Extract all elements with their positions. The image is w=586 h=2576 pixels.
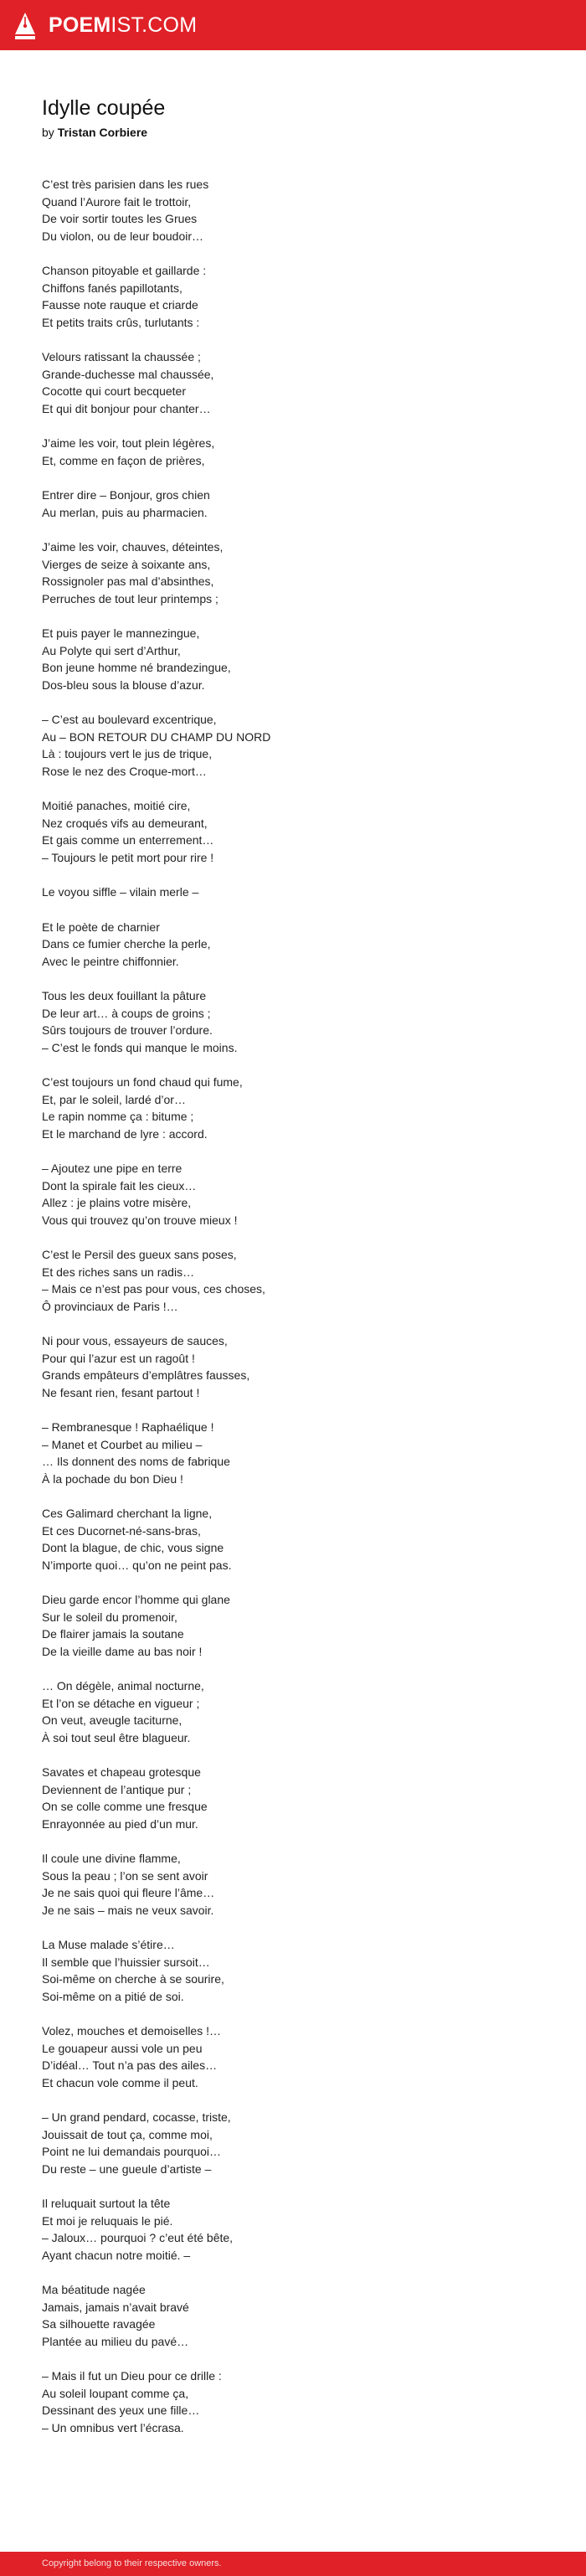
poem-stanza (42, 262, 544, 331)
poem-line: Entrer dire – Bonjour, gros chien (42, 488, 210, 502)
poem-line: La Muse malade s’étire… (42, 1938, 175, 1951)
poem-line: Vous qui trouvez qu’on trouve mieux ! (42, 1213, 238, 1227)
poem-line: – Rembranesque ! Raphaélique ! (42, 1420, 214, 1434)
poem-line: Ne fesant rien, fesant partout ! (42, 1385, 200, 1399)
poem-line: Cocotte qui court becqueter (42, 384, 186, 398)
poem-line: Quand l’Aurore fait le trottoir, (42, 194, 192, 209)
poem-line: Sa silhouette ravagée (42, 2317, 156, 2331)
poem-line: C’est toujours un fond chaud qui fume, (42, 1075, 243, 1089)
poem-line: Ni pour vous, essayeurs de sauces, (42, 1334, 228, 1347)
poem-line: Ô provinciaux de Paris !… (42, 1299, 178, 1313)
poem-line: Au Polyte qui sert d’Arthur, (42, 643, 181, 657)
poem-stanza (42, 987, 544, 1056)
poem-line: De leur art… à coups de groins ; (42, 1006, 211, 1020)
poem-stanza (42, 884, 544, 901)
poem-line: Ma béatitude nagée (42, 2283, 146, 2296)
poem-line: Et ces Ducornet-né-sans-bras, (42, 1523, 201, 1538)
poem-line: À la pochade du bon Dieu ! (42, 1471, 183, 1486)
poem-line: Et le marchand de lyre : accord. (42, 1126, 208, 1141)
poem-line: Point ne lui demandais pourquoi… (42, 2145, 222, 2158)
poem-line: Volez, mouches et demoiselles !… (42, 2024, 221, 2038)
poem-stanza (42, 1246, 544, 1315)
poem-stanza (42, 1764, 544, 1832)
poem-line: Sûrs toujours de trouver l’ordure. (42, 1023, 213, 1037)
poem-line: Dieu garde encor l’homme qui glane (42, 1593, 230, 1606)
byline-prefix: by (42, 126, 54, 139)
poem-line: Au merlan, puis au pharmacien. (42, 505, 208, 519)
poem-stanza (42, 1332, 544, 1401)
poem-line: – Mais ce n’est pas pour vous, ces choses, (42, 1282, 265, 1296)
poem-line: Dos-bleu sous la blouse d’azur. (42, 677, 205, 692)
poem-stanza (42, 1591, 544, 1660)
poem-line: Savates et chapeau grotesque (42, 1765, 201, 1779)
poem-line: Nez croqués vifs au demeurant, (42, 816, 208, 830)
poem-line: On se colle comme une fresque (42, 1800, 208, 1813)
poem-line: Grande-duchesse mal chaussée, (42, 367, 214, 381)
poem-line: Là : toujours vert le jus de trique, (42, 747, 213, 760)
poem-line: Et, par le soleil, lardé d’or… (42, 1092, 186, 1106)
poem-stanza (42, 538, 544, 607)
logo-text-bold: POEM (49, 13, 111, 37)
poem-line: Perruches de tout leur printemps ; (42, 591, 218, 605)
poem-body (42, 176, 544, 2436)
poem-stanza (42, 1850, 544, 1919)
poem-line: Enrayonnée au pied d’un mur. (42, 1816, 198, 1831)
poem-byline (42, 124, 544, 141)
poem-line: Le rapin nomme ça : bitume ; (42, 1110, 194, 1123)
poem-line: – C’est au boulevard excentrique, (42, 713, 217, 726)
site-logo-link[interactable] (49, 12, 197, 39)
poem-stanza (42, 711, 544, 780)
poem-line: – Jaloux… pourquoi ? c’eut été bête, (42, 2231, 234, 2244)
poem-line: Jamais, jamais n’avait bravé (42, 2300, 189, 2314)
poem-stanza (42, 2281, 544, 2350)
author-name: Tristan Corbiere (57, 126, 148, 139)
poem-line: Et qui dit bonjour pour chanter… (42, 401, 211, 415)
poem-stanza (42, 1936, 544, 2005)
poem-stanza (42, 487, 544, 521)
poem-line: J’aime les voir, tout plein légères, (42, 436, 215, 450)
poem-line: Je ne sais quoi qui fleure l’âme… (42, 1886, 215, 1899)
poem-line: Et, comme en façon de prières, (42, 453, 205, 467)
poem-line: J’aime les voir, chauves, déteintes, (42, 540, 224, 554)
poem-line: Avec le peintre chiffonnier. (42, 954, 179, 968)
poem-line: Soi-même on cherche à se sourire, (42, 1972, 224, 1986)
poem-line: Plantée au milieu du pavé… (42, 2334, 189, 2348)
poem-line: Grands empâteurs d’emplâtres fausses, (42, 1368, 250, 1382)
poem-line: Il semble que l’huissier sursoit… (42, 1955, 210, 1969)
poem-line: Dans ce fumier cherche la perle, (42, 937, 211, 951)
poem-line: – C’est le fonds qui manque le moins. (42, 1040, 238, 1054)
poem-line: Et petits traits crûs, turlutants : (42, 315, 200, 329)
poem-line: Et chacun vole comme il peut. (42, 2075, 198, 2089)
poem-line: Ces Galimard cherchant la ligne, (42, 1507, 213, 1520)
poem-stanza (42, 2022, 544, 2091)
poem-line: – Ajoutez une pipe en terre (42, 1162, 182, 1175)
poem-line: Chiffons fanés papillotants, (42, 281, 182, 295)
poem-stanza (42, 919, 544, 971)
poem-line: On veut, aveugle taciturne, (42, 1713, 182, 1727)
poem-line: Et l’on se détache en vigueur ; (42, 1696, 200, 1710)
poem-line: Chanson pitoyable et gaillarde : (42, 264, 207, 277)
poem-line: De la vieille dame au bas noir ! (42, 1644, 203, 1658)
poem-stanza (42, 2109, 544, 2177)
poem-line: Au soleil loupant comme ça, (42, 2386, 189, 2400)
poem-line: Ayant chacun notre moitié. – (42, 2248, 191, 2262)
poem-line: Et puis payer le mannezingue, (42, 626, 200, 640)
poem-line: – Un omnibus vert l’écrasa. (42, 2420, 184, 2434)
quill-nib-icon[interactable] (13, 12, 37, 39)
poem-line: Moitié panaches, moitié cire, (42, 799, 191, 812)
poem-line: Rose le nez des Croque-mort… (42, 764, 207, 778)
poem-line: D’idéal… Tout n’a pas des ailes… (42, 2058, 218, 2072)
poem-line: – Mais il fut un Dieu pour ce drille : (42, 2369, 222, 2383)
poem-stanza (42, 797, 544, 866)
poem-content (42, 95, 544, 2454)
poem-stanza (42, 176, 544, 245)
poem-line: – Manet et Courbet au milieu – (42, 1437, 203, 1451)
poem-stanza (42, 2367, 544, 2436)
poem-line: Sous la peau ; l’on se sent avoir (42, 1868, 208, 1883)
poem-stanza (42, 1074, 544, 1142)
poem-line: Fausse note rauque et criarde (42, 298, 198, 312)
poem-line: À soi tout seul être blagueur. (42, 1730, 191, 1744)
poem-line: … On dégèle, animal nocturne, (42, 1679, 204, 1692)
poem-stanza (42, 1677, 544, 1746)
poem-line: Du reste – une gueule d’artiste – (42, 2161, 212, 2176)
poem-line: Le gouapeur aussi vole un peu (42, 2041, 203, 2055)
poem-line: Et moi je reluquais le pié. (42, 2213, 173, 2228)
poem-stanza (42, 1160, 544, 1229)
copyright-notice: Copyright belong to their respective owners. (42, 2558, 222, 2568)
poem-line: Sur le soleil du promenoir, (42, 1610, 177, 1624)
poem-line: – Un grand pendard, cocasse, triste, (42, 2110, 231, 2124)
poem-line: De voir sortir toutes les Grues (42, 212, 198, 225)
poem-line: Velours ratissant la chaussée ; (42, 350, 201, 363)
site-header (0, 0, 586, 50)
poem-line: Le voyou siffle – vilain merle – (42, 885, 199, 899)
poem-line: Et gais comme un enterrement… (42, 833, 214, 847)
poem-stanza (42, 625, 544, 693)
poem-line: Il coule une divine flamme, (42, 1852, 181, 1865)
poem-line: Vierges de seize à soixante ans, (42, 557, 211, 571)
poem-line: … Ils donnent des noms de fabrique (42, 1455, 230, 1468)
poem-line: Jouissait de tout ça, comme moi, (42, 2127, 213, 2141)
poem-line: Je ne sais – mais ne veux savoir. (42, 1903, 214, 1917)
poem-line: Et des riches sans un radis… (42, 1265, 195, 1279)
poem-stanza (42, 2195, 544, 2264)
poem-line: – Toujours le petit mort pour rire ! (42, 850, 214, 864)
logo-text-light: IST.COM (111, 13, 198, 37)
poem-line: Il reluquait surtout la tête (42, 2197, 171, 2210)
poem-line: C’est très parisien dans les rues (42, 178, 209, 191)
poem-line: Au – BON RETOUR DU CHAMP DU NORD (42, 729, 271, 744)
poem-line: Soi-même on a pitié de soi. (42, 1989, 184, 2003)
poem-line: Allez : je plains votre misère, (42, 1196, 192, 1209)
poem-line: Du violon, ou de leur boudoir… (42, 229, 204, 243)
site-footer (0, 2552, 586, 2576)
poem-stanza (42, 348, 544, 417)
poem-stanza (42, 435, 544, 469)
poem-line: Dessinant des yeux une fille… (42, 2403, 200, 2417)
poem-line: Tous les deux fouillant la pâture (42, 989, 207, 1002)
poem-line: Rossignoler pas mal d’absinthes, (42, 574, 214, 588)
poem-line: Bon jeune homme né brandezingue, (42, 661, 231, 674)
poem-stanza (42, 1419, 544, 1487)
poem-line: Deviennent de l’antique pur ; (42, 1782, 192, 1796)
poem-line: Pour qui l’azur est un ragoût ! (42, 1351, 195, 1365)
poem-line: Dont la blague, de chic, vous signe (42, 1541, 224, 1554)
poem-line: Dont la spirale fait les cieux… (42, 1178, 197, 1193)
poem-stanza (42, 1505, 544, 1574)
poem-line: N’importe quoi… qu’on ne peint pas. (42, 1558, 232, 1572)
poem-line: C’est le Persil des gueux sans poses, (42, 1248, 237, 1261)
poem-title: Idylle coupée (42, 96, 166, 120)
poem-line: De flairer jamais la soutane (42, 1627, 184, 1641)
poem-line: Et le poète de charnier (42, 920, 160, 934)
